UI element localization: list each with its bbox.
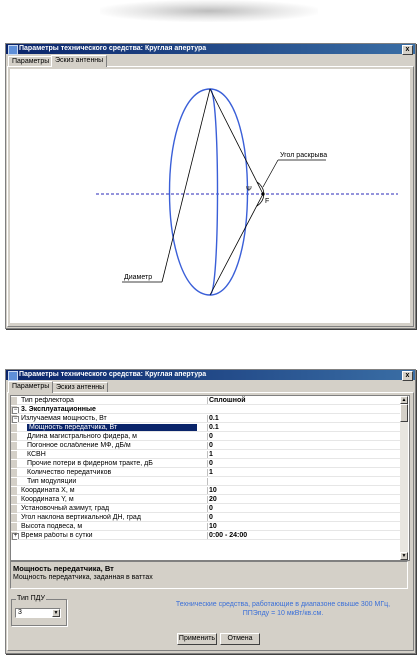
- reflector-inner-arc: [210, 89, 218, 295]
- scroll-up-button[interactable]: ▲: [401, 397, 407, 403]
- property-name: Координата Y, м: [21, 496, 74, 503]
- close-button[interactable]: x: [402, 371, 413, 381]
- property-row[interactable]: [11, 523, 400, 531]
- property-value[interactable]: 0.1: [209, 424, 219, 431]
- top-shadow: [100, 0, 318, 22]
- label-psi: Ψ: [246, 186, 252, 193]
- property-value[interactable]: 10: [209, 523, 217, 530]
- property-value[interactable]: Сплошной: [209, 397, 246, 404]
- app-icon: [8, 45, 18, 55]
- property-value[interactable]: 1: [209, 451, 213, 458]
- scroll-down-button[interactable]: ▼: [401, 553, 407, 559]
- property-row[interactable]: [11, 415, 400, 423]
- row-separator: [17, 485, 400, 486]
- description-text: Мощность передатчика, заданная в ваттах: [13, 574, 153, 581]
- row-separator: [17, 476, 400, 477]
- label-focus: F: [265, 198, 270, 205]
- property-name: КСВН: [27, 451, 46, 458]
- chevron-down-icon[interactable]: ▼: [53, 610, 59, 616]
- antenna-sketch: [10, 69, 410, 323]
- property-name: Установочный азимут, град: [21, 505, 110, 512]
- antenna-sketch-canvas: [10, 69, 410, 323]
- focus-point: [261, 192, 264, 195]
- property-row[interactable]: [11, 469, 400, 477]
- row-separator: [17, 503, 400, 504]
- property-value[interactable]: 0:00 - 24:00: [209, 532, 248, 539]
- collapse-icon[interactable]: −: [13, 416, 18, 422]
- window-title: Параметры технического средства: Круглая апертура: [19, 371, 207, 378]
- property-name: Тип рефлектора: [21, 397, 74, 404]
- reflector-outer-arc: [170, 89, 211, 295]
- row-separator: [17, 449, 400, 450]
- vertical-scrollbar[interactable]: [400, 396, 408, 560]
- description-title: Мощность передатчика, Вт: [13, 564, 114, 573]
- property-name: Координата X, м: [21, 487, 75, 494]
- row-separator: [17, 458, 400, 459]
- row-separator: [17, 494, 400, 495]
- property-row[interactable]: [11, 433, 400, 441]
- category-row[interactable]: [11, 406, 400, 414]
- property-value[interactable]: 20: [209, 496, 217, 503]
- row-separator: [17, 512, 400, 513]
- property-row[interactable]: [11, 451, 400, 459]
- pdu-group-label: Тип ПДУ: [17, 595, 45, 602]
- property-value[interactable]: 0.1: [209, 415, 219, 422]
- property-value[interactable]: 1: [209, 469, 213, 476]
- property-name: Угол наклона вертикальной ДН, град: [21, 514, 141, 521]
- property-row[interactable]: [11, 442, 400, 450]
- scroll-thumb[interactable]: [400, 404, 408, 422]
- property-name: 3. Эксплуатационные: [21, 406, 96, 413]
- row-separator: [17, 422, 400, 423]
- row-separator: [17, 404, 400, 405]
- close-button[interactable]: x: [402, 45, 413, 55]
- property-name: Мощность передатчика, Вт: [27, 424, 197, 432]
- tab-parameters[interactable]: Параметры: [8, 56, 53, 67]
- title-bar: [6, 44, 415, 54]
- tab-sketch[interactable]: Эскиз антенны: [51, 55, 107, 67]
- label-diameter: Диаметр: [124, 274, 153, 281]
- property-row[interactable]: [11, 496, 400, 504]
- row-separator: [17, 431, 400, 432]
- angle-leader: [263, 160, 278, 187]
- label-opening-angle: Угол раскрыва: [280, 152, 328, 159]
- property-grid: [10, 395, 410, 561]
- note-line-2: ППЭпду = 10 мкВт/кв.см.: [242, 610, 324, 617]
- property-value[interactable]: 0: [209, 460, 213, 467]
- expand-icon[interactable]: +: [13, 533, 18, 539]
- property-row[interactable]: [11, 505, 400, 513]
- property-name: Погонное ослабление МФ, дБ/м: [27, 442, 131, 449]
- property-name: Тип модуляции: [27, 478, 77, 485]
- apply-button[interactable]: Применить: [177, 633, 217, 645]
- sketch-window: [5, 43, 416, 329]
- property-value[interactable]: 10: [209, 487, 217, 494]
- property-row[interactable]: [11, 532, 400, 540]
- property-row[interactable]: [11, 478, 400, 486]
- pdu-groupbox: [11, 595, 67, 626]
- sketch-panel: [7, 66, 414, 327]
- property-row[interactable]: [11, 460, 400, 468]
- property-row[interactable]: [11, 487, 400, 495]
- property-value[interactable]: 0: [209, 505, 213, 512]
- property-name: Высота подвеса, м: [21, 523, 83, 530]
- note-line-1: Технические средства, работающие в диапазоне свыше 300 МГц,: [175, 601, 391, 608]
- app-icon: [8, 371, 18, 381]
- property-name: Количество передатчиков: [27, 469, 112, 476]
- description-panel: [10, 561, 408, 589]
- row-separator: [17, 539, 400, 540]
- cancel-button[interactable]: Отмена: [220, 633, 260, 645]
- title-bar: [6, 370, 415, 380]
- collapse-icon[interactable]: −: [13, 407, 18, 413]
- property-name: Прочие потери в фидерном тракте, дБ: [27, 460, 153, 467]
- property-value[interactable]: 0: [209, 514, 213, 521]
- row-separator: [17, 530, 400, 531]
- property-row[interactable]: [11, 514, 400, 522]
- property-name: Длина магистрального фидера, м: [27, 433, 137, 440]
- params-window: [5, 369, 416, 654]
- property-name: Время работы в сутки: [21, 532, 93, 539]
- property-value[interactable]: 0: [209, 442, 213, 449]
- property-name: Излучаемая мощность, Вт: [21, 415, 107, 422]
- property-value[interactable]: 0: [209, 433, 213, 440]
- pdu-select-value: 3: [18, 609, 22, 616]
- tab-sketch[interactable]: Эскиз антенны: [52, 382, 108, 393]
- window-title: Параметры технического средства: Круглая апертура: [19, 45, 207, 52]
- pdu-select[interactable]: [15, 608, 61, 618]
- row-separator: [17, 413, 400, 414]
- row-separator: [17, 440, 400, 441]
- row-separator: [17, 521, 400, 522]
- property-row[interactable]: [11, 424, 400, 432]
- params-panel: [7, 392, 414, 651]
- row-separator: [17, 467, 400, 468]
- property-row[interactable]: [11, 397, 400, 405]
- tab-parameters[interactable]: Параметры: [8, 381, 53, 393]
